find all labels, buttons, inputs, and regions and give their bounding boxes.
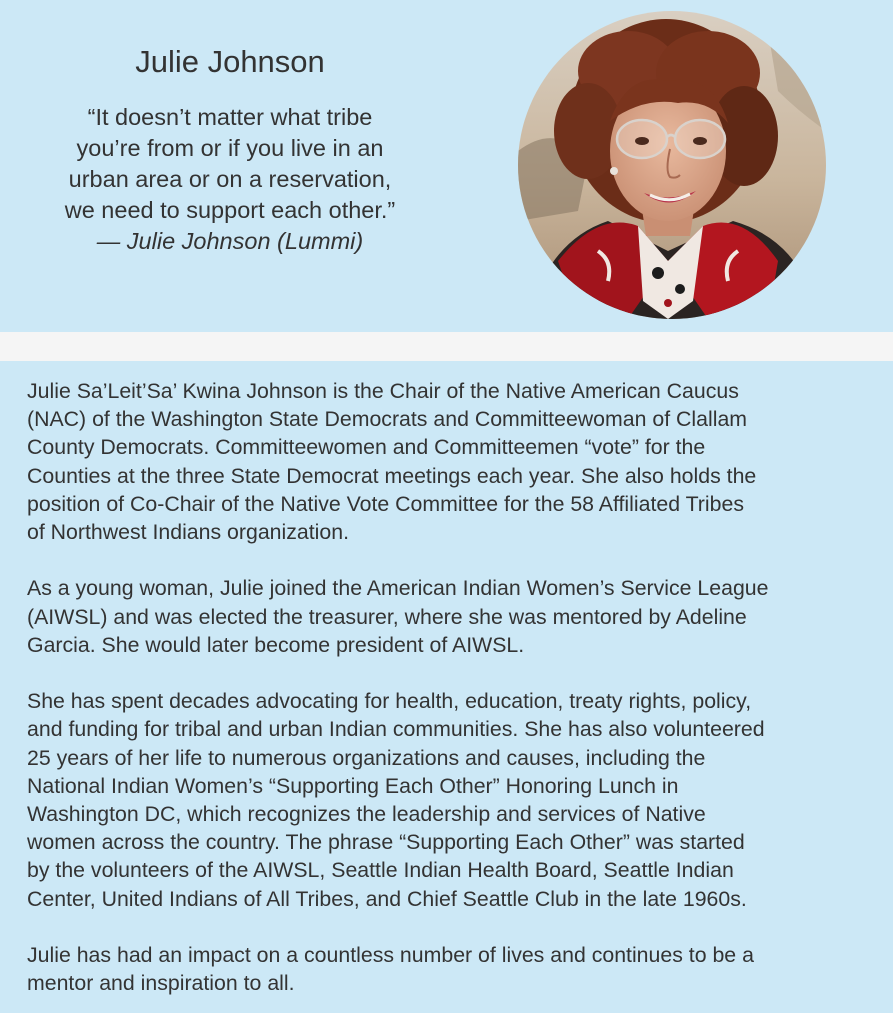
- quote-line: you’re from or if you live in an: [76, 135, 384, 161]
- section-divider: [0, 332, 893, 361]
- bio-line: (AIWSL) and was elected the treasurer, where she was mentored by Adeline: [27, 604, 747, 629]
- header-text: [20, 42, 440, 257]
- quote-line: “It doesn’t matter what tribe: [87, 104, 373, 130]
- bio-line: mentor and inspiration to all.: [27, 971, 295, 996]
- bio-paragraph: [27, 687, 872, 913]
- quote-line: we need to support each other.”: [64, 197, 396, 223]
- bio-line: Julie has had an impact on a countless number of lives and continues to be a: [27, 943, 754, 968]
- bio-line: Garcia. She would later become president of AIWSL.: [27, 632, 525, 657]
- bio-line: Counties at the three State Democrat meetings each year. She also holds the: [27, 463, 757, 488]
- bio-line: 25 years of her life to numerous organizations and causes, including the: [27, 745, 706, 770]
- bio-line: by the volunteers of the AIWSL, Seattle Indian Health Board, Seattle Indian: [27, 858, 734, 883]
- quote-attribution: — Julie Johnson (Lummi): [96, 228, 364, 254]
- bio-line: Washington DC, which recognizes the leadership and services of Native: [27, 802, 706, 827]
- bio-text: [27, 377, 872, 1013]
- page-title: Julie Johnson: [135, 44, 325, 79]
- bio-paragraph: [27, 574, 872, 659]
- bio-paragraph: [27, 941, 872, 997]
- header-panel: [0, 0, 893, 332]
- bio-line: and funding for tribal and urban Indian communities. She has also volunteered: [27, 717, 765, 742]
- bio-line: National Indian Women’s “Supporting Each Other” Honoring Lunch in: [27, 773, 679, 798]
- bio-line: (NAC) of the Washington State Democrats and Committeewoman of Clallam: [27, 407, 748, 432]
- bio-line: women across the country. The phrase “Supporting Each Other” was started: [27, 830, 745, 855]
- bio-line: Center, United Indians of All Tribes, and Chief Seattle Club in the late 1960s.: [27, 886, 747, 911]
- bio-line: Julie Sa’Leit’Sa’ Kwina Johnson is the Chair of the Native American Caucus: [27, 379, 739, 403]
- quote: [20, 102, 440, 257]
- bio-panel: [0, 361, 893, 1013]
- quote-line: urban area or on a reservation,: [68, 166, 392, 192]
- portrait-photo: [518, 11, 826, 319]
- bio-line: County Democrats. Committeewomen and Committeemen “vote” for the: [27, 435, 706, 460]
- bio-line: position of Co-Chair of the Native Vote Committee for the 58 Affiliated Tribes: [27, 491, 744, 516]
- bio-line: As a young woman, Julie joined the American Indian Women’s Service League: [27, 576, 769, 601]
- bio-line: of Northwest Indians organization.: [27, 520, 350, 545]
- bio-line: She has spent decades advocating for health, education, treaty rights, policy,: [27, 689, 752, 714]
- bio-paragraph: [27, 377, 872, 546]
